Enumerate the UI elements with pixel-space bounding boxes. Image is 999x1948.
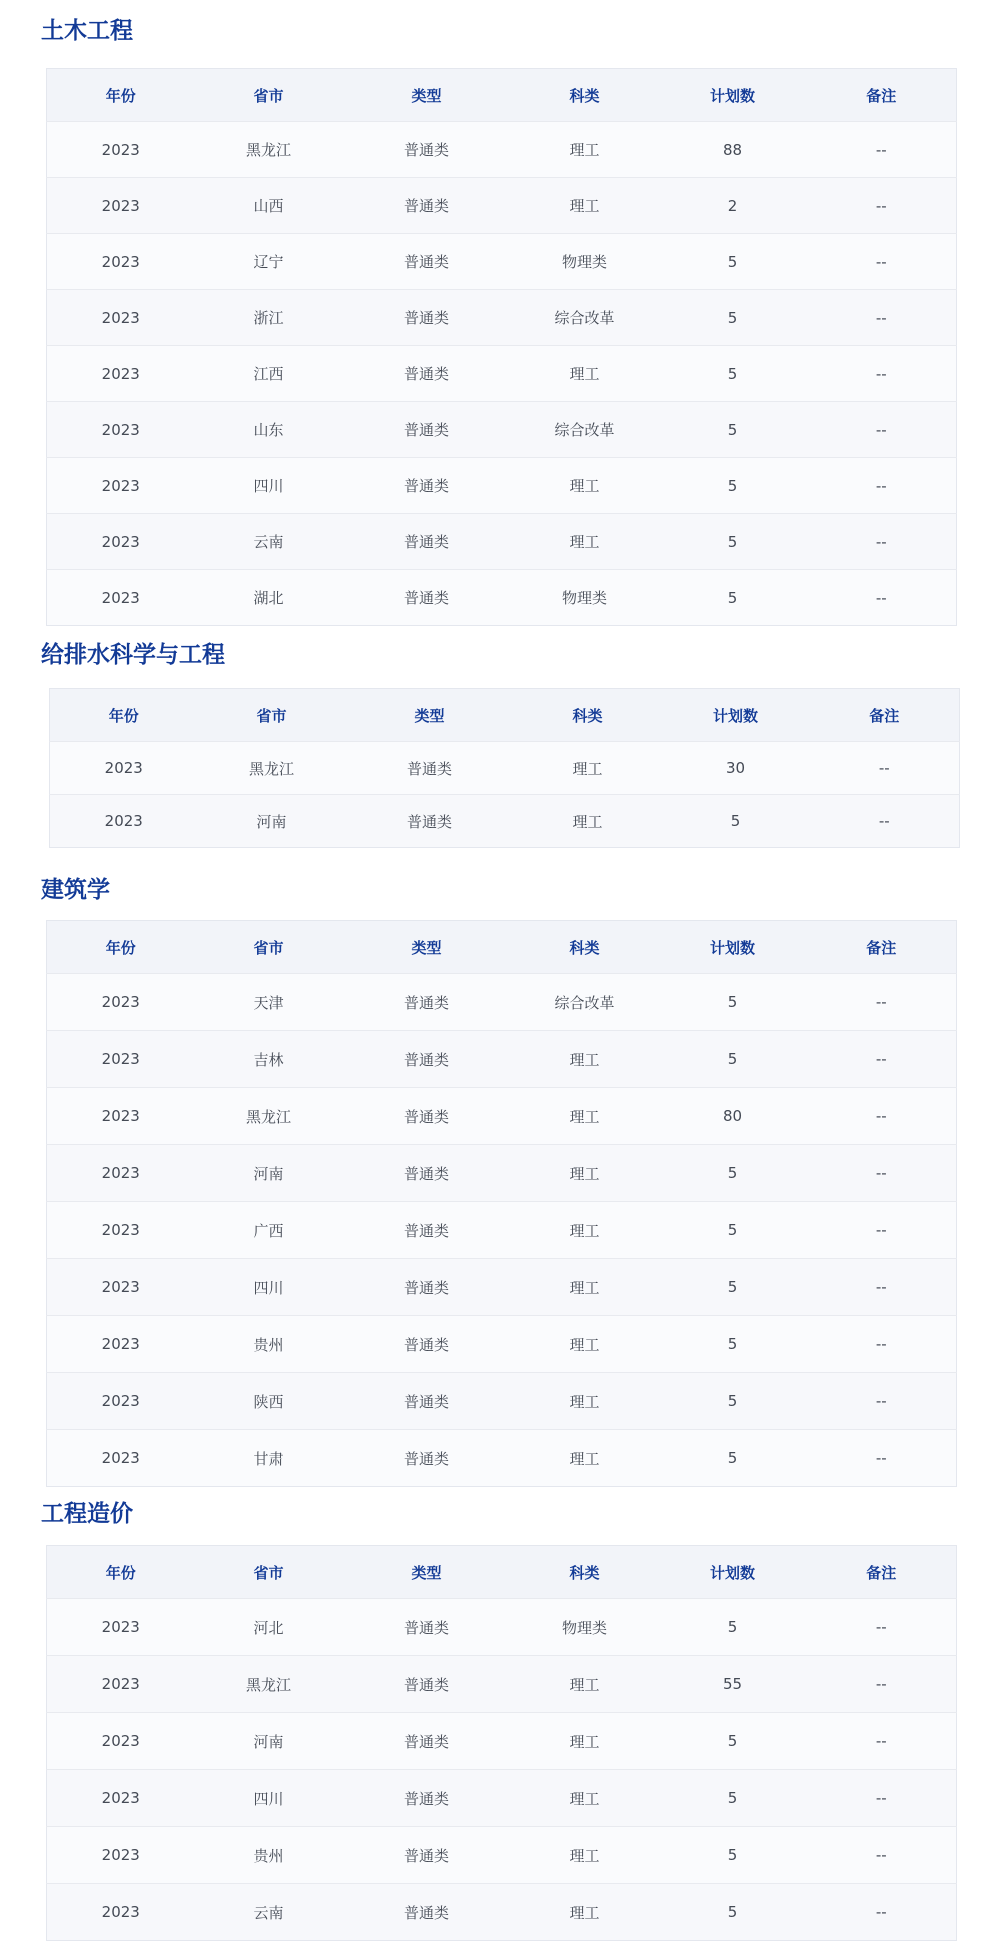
col-header-type: 类型 [346, 689, 514, 742]
cell-province: 黑龙江 [195, 1656, 343, 1713]
col-header-type: 类型 [343, 921, 511, 974]
cell-remark: -- [807, 1145, 957, 1202]
cell-plan-count: 5 [659, 1316, 807, 1373]
table-row [47, 122, 957, 178]
table-row [47, 1259, 957, 1316]
col-header-province: 省市 [195, 69, 343, 122]
cell-type: 普通类 [346, 795, 514, 848]
cell-type: 普通类 [343, 178, 511, 234]
cell-type: 普通类 [343, 1430, 511, 1487]
section-title: 工程造价 [41, 1501, 133, 1527]
plan-table [46, 1545, 957, 1941]
cell-plan-count: 5 [659, 346, 807, 402]
cell-year: 2023 [47, 974, 195, 1031]
cell-category: 理工 [511, 1430, 659, 1487]
cell-category: 理工 [511, 1088, 659, 1145]
cell-remark: -- [807, 1827, 957, 1884]
cell-type: 普通类 [343, 1031, 511, 1088]
cell-year: 2023 [47, 1713, 195, 1770]
plan-table [49, 688, 960, 848]
cell-category: 理工 [511, 1656, 659, 1713]
cell-year: 2023 [47, 1202, 195, 1259]
table-row [47, 1088, 957, 1145]
cell-remark: -- [807, 234, 957, 290]
table-row [47, 1031, 957, 1088]
cell-category: 理工 [511, 1713, 659, 1770]
cell-remark: -- [807, 1599, 957, 1656]
table-header-row [47, 921, 957, 974]
cell-province: 吉林 [195, 1031, 343, 1088]
cell-plan-count: 5 [659, 1373, 807, 1430]
table-row [47, 570, 957, 626]
table-row [47, 178, 957, 234]
cell-province: 四川 [195, 1259, 343, 1316]
cell-type: 普通类 [343, 570, 511, 626]
col-header-type: 类型 [343, 69, 511, 122]
cell-type: 普通类 [343, 290, 511, 346]
cell-province: 天津 [195, 974, 343, 1031]
cell-plan-count: 5 [659, 570, 807, 626]
col-header-category: 科类 [514, 689, 662, 742]
table-row [47, 1770, 957, 1827]
cell-category: 物理类 [511, 570, 659, 626]
col-header-year: 年份 [47, 1546, 195, 1599]
cell-province: 河南 [195, 1145, 343, 1202]
table-row [47, 1827, 957, 1884]
table-row [47, 1145, 957, 1202]
cell-plan-count: 88 [659, 122, 807, 178]
section-title: 给排水科学与工程 [41, 642, 225, 668]
col-header-province: 省市 [195, 921, 343, 974]
cell-plan-count: 2 [659, 178, 807, 234]
cell-type: 普通类 [343, 1599, 511, 1656]
cell-remark: -- [807, 1316, 957, 1373]
cell-remark: -- [807, 1031, 957, 1088]
cell-remark: -- [807, 1373, 957, 1430]
section-civil-engineering [0, 0, 999, 625]
cell-plan-count: 5 [659, 458, 807, 514]
cell-province: 黑龙江 [195, 1088, 343, 1145]
cell-category: 物理类 [511, 1599, 659, 1656]
cell-year: 2023 [50, 742, 198, 795]
cell-province: 广西 [195, 1202, 343, 1259]
table-row [47, 290, 957, 346]
table-row [47, 1599, 957, 1656]
table-row [47, 1373, 957, 1430]
cell-year: 2023 [47, 458, 195, 514]
cell-category: 物理类 [511, 234, 659, 290]
cell-province: 河南 [198, 795, 346, 848]
cell-plan-count: 5 [659, 1202, 807, 1259]
cell-plan-count: 5 [659, 1031, 807, 1088]
cell-type: 普通类 [343, 1373, 511, 1430]
cell-category: 理工 [511, 178, 659, 234]
cell-remark: -- [807, 974, 957, 1031]
col-header-plan-count: 计划数 [659, 921, 807, 974]
cell-plan-count: 5 [659, 1430, 807, 1487]
cell-year: 2023 [47, 1145, 195, 1202]
cell-remark: -- [807, 1088, 957, 1145]
cell-type: 普通类 [343, 1770, 511, 1827]
cell-province: 云南 [195, 1884, 343, 1941]
col-header-plan-count: 计划数 [659, 1546, 807, 1599]
cell-type: 普通类 [343, 346, 511, 402]
cell-year: 2023 [47, 1088, 195, 1145]
cell-year: 2023 [47, 346, 195, 402]
cell-remark: -- [807, 1202, 957, 1259]
cell-type: 普通类 [343, 1656, 511, 1713]
cell-plan-count: 5 [659, 1770, 807, 1827]
cell-category: 理工 [511, 1202, 659, 1259]
cell-year: 2023 [47, 1656, 195, 1713]
cell-category: 理工 [511, 1031, 659, 1088]
cell-plan-count: 5 [659, 514, 807, 570]
cell-plan-count: 5 [662, 795, 810, 848]
cell-type: 普通类 [343, 1713, 511, 1770]
table-row [47, 974, 957, 1031]
table-row [47, 514, 957, 570]
table-row [47, 1202, 957, 1259]
cell-province: 湖北 [195, 570, 343, 626]
cell-remark: -- [807, 1259, 957, 1316]
section-title: 土木工程 [41, 18, 133, 44]
section-water-supply-drainage [0, 625, 999, 855]
cell-remark: -- [807, 122, 957, 178]
table-row [47, 1884, 957, 1941]
cell-type: 普通类 [343, 234, 511, 290]
cell-category: 综合改革 [511, 402, 659, 458]
cell-province: 黑龙江 [198, 742, 346, 795]
cell-type: 普通类 [343, 1145, 511, 1202]
col-header-plan-count: 计划数 [659, 69, 807, 122]
cell-province: 山东 [195, 402, 343, 458]
cell-plan-count: 5 [659, 402, 807, 458]
table-header-row [47, 1546, 957, 1599]
col-header-type: 类型 [343, 1546, 511, 1599]
cell-type: 普通类 [343, 1088, 511, 1145]
cell-category: 理工 [511, 1259, 659, 1316]
cell-province: 四川 [195, 458, 343, 514]
cell-plan-count: 5 [659, 1884, 807, 1941]
cell-year: 2023 [47, 234, 195, 290]
cell-category: 理工 [511, 514, 659, 570]
col-header-category: 科类 [511, 921, 659, 974]
cell-province: 陕西 [195, 1373, 343, 1430]
cell-remark: -- [807, 178, 957, 234]
cell-type: 普通类 [343, 458, 511, 514]
table-row [47, 458, 957, 514]
cell-category: 理工 [514, 742, 662, 795]
cell-category: 理工 [511, 1316, 659, 1373]
cell-year: 2023 [47, 1884, 195, 1941]
col-header-plan-count: 计划数 [662, 689, 810, 742]
plan-table [46, 920, 957, 1487]
cell-plan-count: 80 [659, 1088, 807, 1145]
cell-type: 普通类 [343, 402, 511, 458]
section-title: 建筑学 [41, 877, 110, 903]
col-header-category: 科类 [511, 69, 659, 122]
cell-year: 2023 [47, 1259, 195, 1316]
col-header-remark: 备注 [810, 689, 960, 742]
cell-category: 理工 [514, 795, 662, 848]
cell-category: 理工 [511, 1827, 659, 1884]
cell-plan-count: 5 [659, 1145, 807, 1202]
cell-type: 普通类 [343, 974, 511, 1031]
cell-plan-count: 5 [659, 974, 807, 1031]
cell-type: 普通类 [343, 1827, 511, 1884]
cell-plan-count: 30 [662, 742, 810, 795]
table-header-row [47, 69, 957, 122]
cell-province: 山西 [195, 178, 343, 234]
cell-type: 普通类 [343, 1884, 511, 1941]
table-row [50, 795, 960, 848]
cell-type: 普通类 [343, 1259, 511, 1316]
cell-province: 浙江 [195, 290, 343, 346]
cell-plan-count: 5 [659, 1713, 807, 1770]
col-header-year: 年份 [47, 69, 195, 122]
cell-type: 普通类 [343, 1316, 511, 1373]
table-row [47, 402, 957, 458]
col-header-year: 年份 [47, 921, 195, 974]
cell-remark: -- [810, 795, 960, 848]
cell-category: 综合改革 [511, 290, 659, 346]
cell-remark: -- [807, 1770, 957, 1827]
cell-plan-count: 5 [659, 234, 807, 290]
cell-category: 理工 [511, 1373, 659, 1430]
cell-remark: -- [807, 402, 957, 458]
cell-year: 2023 [47, 1599, 195, 1656]
section-engineering-cost [0, 1485, 999, 1948]
cell-year: 2023 [47, 1770, 195, 1827]
cell-plan-count: 5 [659, 1827, 807, 1884]
cell-category: 理工 [511, 122, 659, 178]
col-header-remark: 备注 [807, 1546, 957, 1599]
table-row [47, 234, 957, 290]
col-header-province: 省市 [198, 689, 346, 742]
cell-year: 2023 [47, 514, 195, 570]
cell-category: 理工 [511, 458, 659, 514]
cell-type: 普通类 [343, 122, 511, 178]
cell-year: 2023 [47, 402, 195, 458]
cell-type: 普通类 [343, 514, 511, 570]
cell-year: 2023 [47, 1031, 195, 1088]
cell-remark: -- [807, 1713, 957, 1770]
cell-year: 2023 [47, 570, 195, 626]
cell-plan-count: 5 [659, 290, 807, 346]
table-row [47, 1713, 957, 1770]
cell-year: 2023 [47, 290, 195, 346]
col-header-year: 年份 [50, 689, 198, 742]
table-row [47, 1430, 957, 1487]
cell-province: 辽宁 [195, 234, 343, 290]
cell-year: 2023 [47, 1430, 195, 1487]
cell-year: 2023 [47, 1316, 195, 1373]
cell-remark: -- [807, 1884, 957, 1941]
cell-category: 理工 [511, 1770, 659, 1827]
cell-plan-count: 5 [659, 1259, 807, 1316]
cell-province: 黑龙江 [195, 122, 343, 178]
cell-type: 普通类 [346, 742, 514, 795]
table-row [50, 742, 960, 795]
table-row [47, 1316, 957, 1373]
table-row [47, 1656, 957, 1713]
cell-province: 河北 [195, 1599, 343, 1656]
cell-province: 江西 [195, 346, 343, 402]
table-row [47, 346, 957, 402]
cell-province: 四川 [195, 1770, 343, 1827]
cell-category: 理工 [511, 346, 659, 402]
cell-year: 2023 [50, 795, 198, 848]
cell-province: 云南 [195, 514, 343, 570]
cell-remark: -- [807, 290, 957, 346]
cell-remark: -- [807, 346, 957, 402]
col-header-remark: 备注 [807, 69, 957, 122]
cell-remark: -- [810, 742, 960, 795]
cell-plan-count: 5 [659, 1599, 807, 1656]
section-architecture [0, 860, 999, 1480]
cell-province: 河南 [195, 1713, 343, 1770]
cell-province: 贵州 [195, 1827, 343, 1884]
cell-province: 甘肃 [195, 1430, 343, 1487]
cell-province: 贵州 [195, 1316, 343, 1373]
cell-category: 理工 [511, 1145, 659, 1202]
cell-year: 2023 [47, 1827, 195, 1884]
cell-plan-count: 55 [659, 1656, 807, 1713]
cell-type: 普通类 [343, 1202, 511, 1259]
cell-category: 综合改革 [511, 974, 659, 1031]
col-header-remark: 备注 [807, 921, 957, 974]
cell-category: 理工 [511, 1884, 659, 1941]
col-header-category: 科类 [511, 1546, 659, 1599]
cell-remark: -- [807, 570, 957, 626]
table-header-row [50, 689, 960, 742]
cell-remark: -- [807, 1430, 957, 1487]
plan-table [46, 68, 957, 626]
cell-remark: -- [807, 458, 957, 514]
cell-year: 2023 [47, 122, 195, 178]
cell-remark: -- [807, 1656, 957, 1713]
cell-year: 2023 [47, 178, 195, 234]
cell-remark: -- [807, 514, 957, 570]
col-header-province: 省市 [195, 1546, 343, 1599]
cell-year: 2023 [47, 1373, 195, 1430]
